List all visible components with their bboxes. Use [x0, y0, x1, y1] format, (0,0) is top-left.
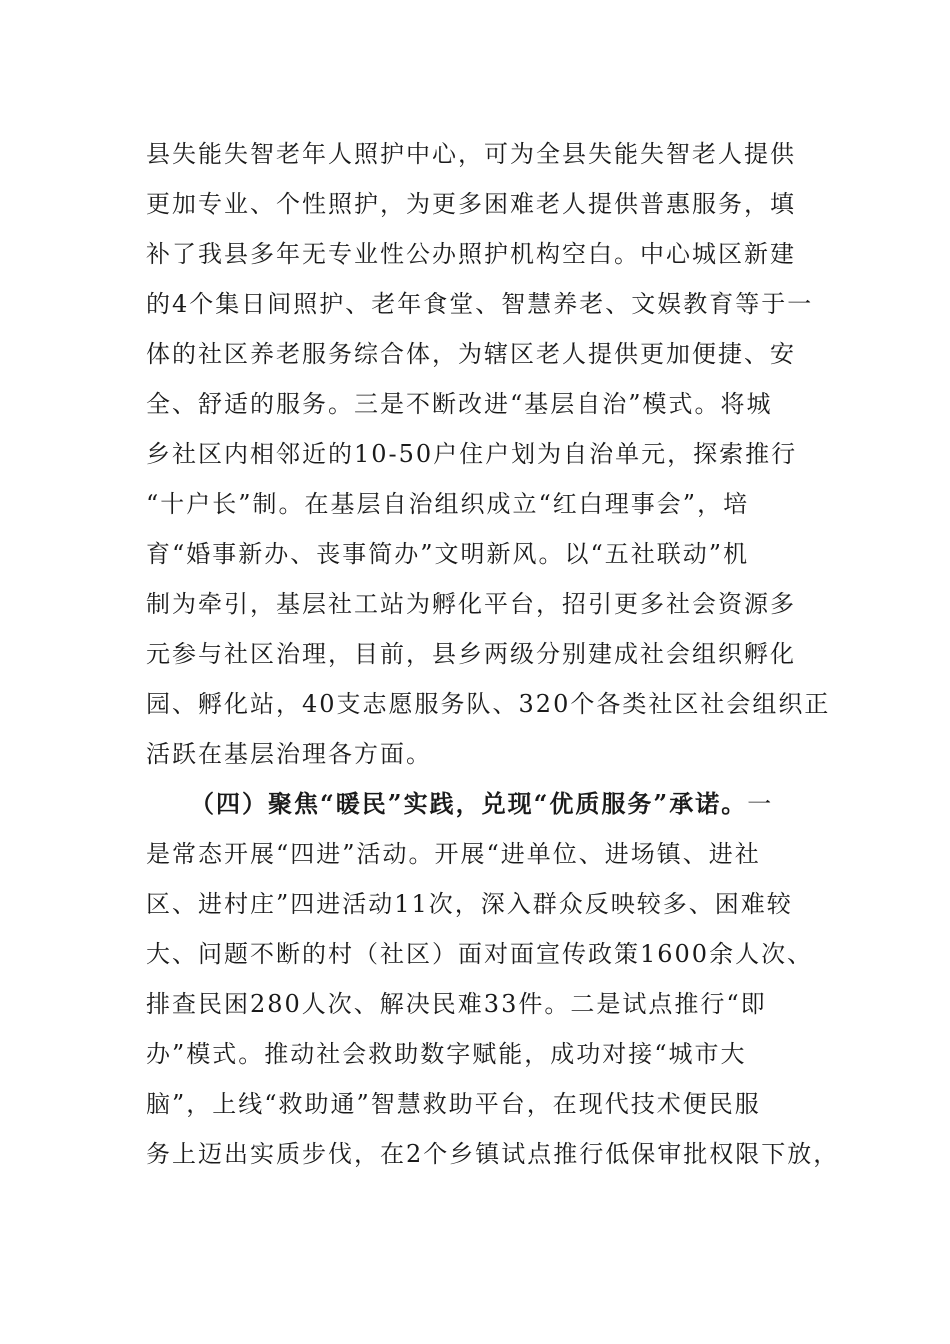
paragraph-line: 活跃在基层治理各方面。: [146, 740, 432, 768]
paragraph-line: 大、问题不断的村（社区）面对面宣传政策1600余人次、: [146, 940, 814, 968]
paragraph-warm-people-practice: [146, 784, 840, 1184]
paragraph-line: 的4个集日间照护、老年食堂、智慧养老、文娱教育等于一: [146, 290, 814, 318]
paragraph-line: 元参与社区治理，目前，县乡两级分别建成社会组织孵化: [146, 640, 796, 668]
paragraph-community-services: [146, 134, 831, 784]
paragraph-line: 乡社区内相邻近的10-50户住户划为自治单元，探索推行: [146, 440, 798, 468]
paragraph-line: 园、孵化站，40支志愿服务队、320个各类社区社会组织正: [146, 690, 831, 718]
paragraph-line: 补了我县多年无专业性公办照护机构空白。中心城区新建: [146, 240, 796, 268]
section-heading-line: [146, 784, 806, 834]
paragraph-line: “十户长”制。在基层自治组织成立“红白理事会”，培: [146, 490, 750, 518]
paragraph-line: 排查民困280人次、解决民难33件。二是试点推行“即: [146, 990, 767, 1018]
paragraph-line: 是常态开展“四进”活动。开展“进单位、进场镇、进社: [146, 840, 761, 868]
paragraph-line: 育“婚事新办、丧事简办”文明新风。以“五社联动”机: [146, 540, 750, 568]
paragraph-line: 体的社区养老服务综合体，为辖区老人提供更加便捷、安: [146, 340, 796, 368]
paragraph-line: 更加专业、个性照护，为更多困难老人提供普惠服务，填: [146, 190, 796, 218]
paragraph-line: 办”模式。推动社会救助数字赋能，成功对接“城市大: [146, 1040, 747, 1068]
paragraph-line: 务上迈出实质步伐，在2个乡镇试点推行低保审批权限下放，: [146, 1140, 840, 1168]
section-heading: （四）聚焦“暖民”实践，兑现“优质服务”承诺。: [190, 789, 748, 818]
paragraph-line: 县失能失智老年人照护中心，可为全县失能失智老人提供: [146, 140, 796, 168]
paragraph-line: 区、进村庄”四进活动11次，深入群众反映较多、困难较: [146, 890, 793, 918]
paragraph-line: 制为牵引，基层社工站为孵化平台，招引更多社会资源多: [146, 590, 796, 618]
paragraph-line: 脑”，上线“救助通”智慧救助平台，在现代技术便民服: [146, 1090, 761, 1118]
paragraph-line: 全、舒适的服务。三是不断改进“基层自治”模式。将城: [146, 390, 773, 418]
heading-line-continuation: 一: [747, 790, 774, 818]
